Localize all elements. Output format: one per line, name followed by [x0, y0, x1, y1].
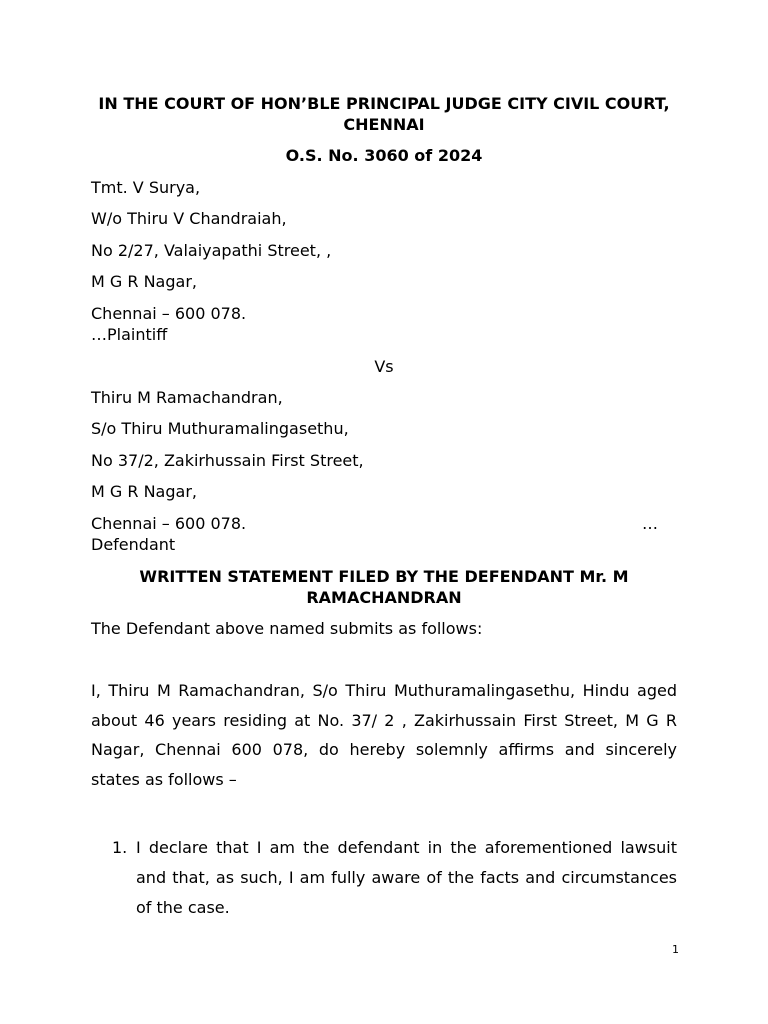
- page-number: 1: [672, 943, 679, 956]
- plaintiff-name: Tmt. V Surya,: [91, 178, 201, 197]
- list-item-text: I declare that I am the defendant in the aforementioned lawsuit and that, as such, I am fully aware of the facts and circumstances of the case.: [136, 838, 677, 917]
- affirmation-paragraph: I, Thiru M Ramachandran, S/o Thiru Muthuramalingasethu, Hindu aged about 46 years residing at No. 37/ 2 , Zakirhussain First Street, M G R Nagar, Chennai 600 078, do hereby solemnly affirms and sincerely states as follows –: [91, 681, 677, 789]
- statement-title: WRITTEN STATEMENT FILED BY THE DEFENDANT Mr. M RAMACHANDRAN: [139, 567, 629, 607]
- versus-label: Vs: [374, 357, 394, 376]
- plaintiff-address-line-3: Chennai – 600 078.: [91, 304, 247, 323]
- defendant-role: Defendant: [91, 535, 176, 554]
- defendant-role-ellipsis: …: [642, 514, 658, 533]
- plaintiff-role: …Plaintiff: [91, 325, 168, 344]
- list-item-number: 1.: [112, 838, 128, 857]
- court-heading: IN THE COURT OF HON’BLE PRINCIPAL JUDGE CITY CIVIL COURT, CHENNAI: [98, 94, 670, 134]
- plaintiff-address-line-2: M G R Nagar,: [91, 272, 197, 291]
- plaintiff-address-line-1: No 2/27, Valaiyapathi Street, ,: [91, 241, 332, 260]
- defendant-relation: S/o Thiru Muthuramalingasethu,: [91, 419, 349, 438]
- defendant-address-line-2: M G R Nagar,: [91, 482, 197, 501]
- defendant-address-line-1: No 37/2, Zakirhussain First Street,: [91, 451, 364, 470]
- defendant-name: Thiru M Ramachandran,: [91, 388, 283, 407]
- document-page: [91, 0, 677, 1024]
- suit-number: O.S. No. 3060 of 2024: [285, 146, 483, 165]
- plaintiff-relation: W/o Thiru V Chandraiah,: [91, 209, 287, 228]
- intro-text: The Defendant above named submits as follows:: [91, 619, 483, 638]
- defendant-address-line-3: Chennai – 600 078.: [91, 514, 247, 533]
